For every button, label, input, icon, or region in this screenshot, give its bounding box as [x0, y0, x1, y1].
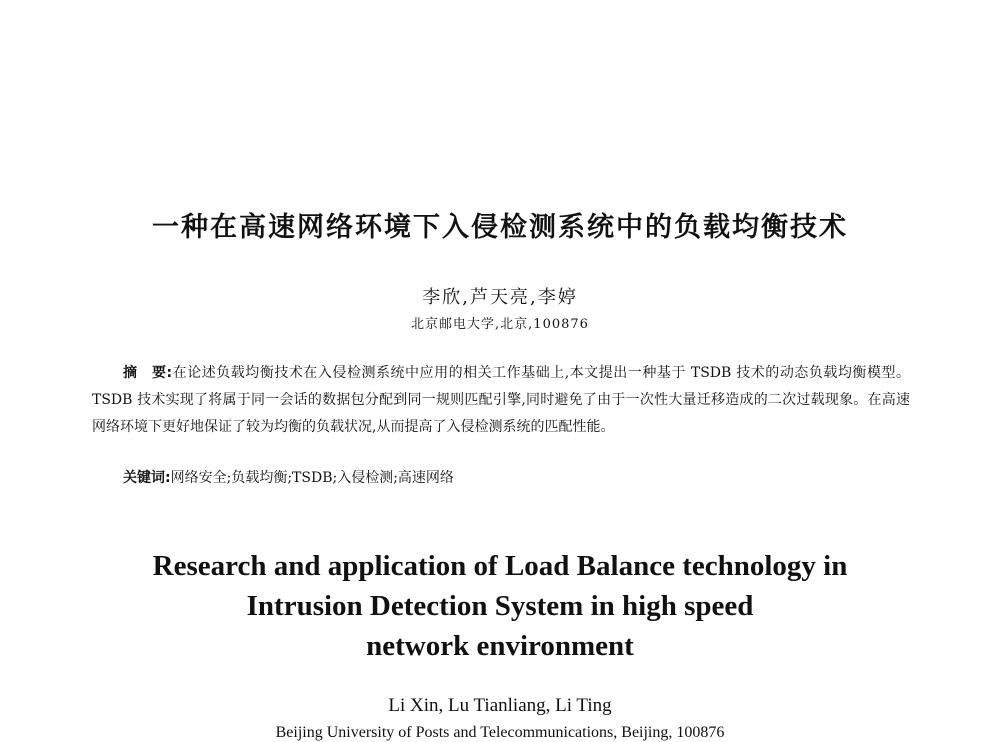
chinese-authors: 李欣,芦天亮,李婷 [422, 287, 578, 308]
keywords [123, 467, 903, 489]
english-title [0, 546, 1000, 666]
chinese-title: 一种在高速网络环境下入侵检测系统中的负载均衡技术 [152, 212, 848, 243]
english-title-line-2: Intrusion Detection System in high speed [246, 590, 754, 622]
english-title-line-3: network environment [366, 630, 634, 662]
english-affiliation: Beijing University of Posts and Telecommunications, Beijing, 100876 [275, 724, 725, 741]
keywords-text: 网络安全;负载均衡;TSDB;入侵检测;高速网络 [170, 470, 454, 486]
abstract [92, 360, 910, 441]
abstract-label: 摘 要: [123, 365, 173, 381]
english-title-line-1: Research and application of Load Balance technology in [152, 550, 848, 582]
english-authors: Li Xin, Lu Tianliang, Li Ting [388, 695, 612, 716]
keywords-label: 关键词: [123, 470, 171, 486]
abstract-text: 在论述负载均衡技术在入侵检测系统中应用的相关工作基础上,本文提出一种基于 TSDB 技术的动态负载均衡模型。TSDB 技术实现了将属于同一会话的数据包分配到同一规则匹配引擎,同时避免了由于一次性大量迁移造成的二次过载现象。在高速网络环境下更好地保证了较为均衡的负载状况,从而提高了入侵检测系统的匹配性能。 [92, 365, 910, 435]
chinese-affiliation: 北京邮电大学,北京,100876 [411, 317, 589, 332]
